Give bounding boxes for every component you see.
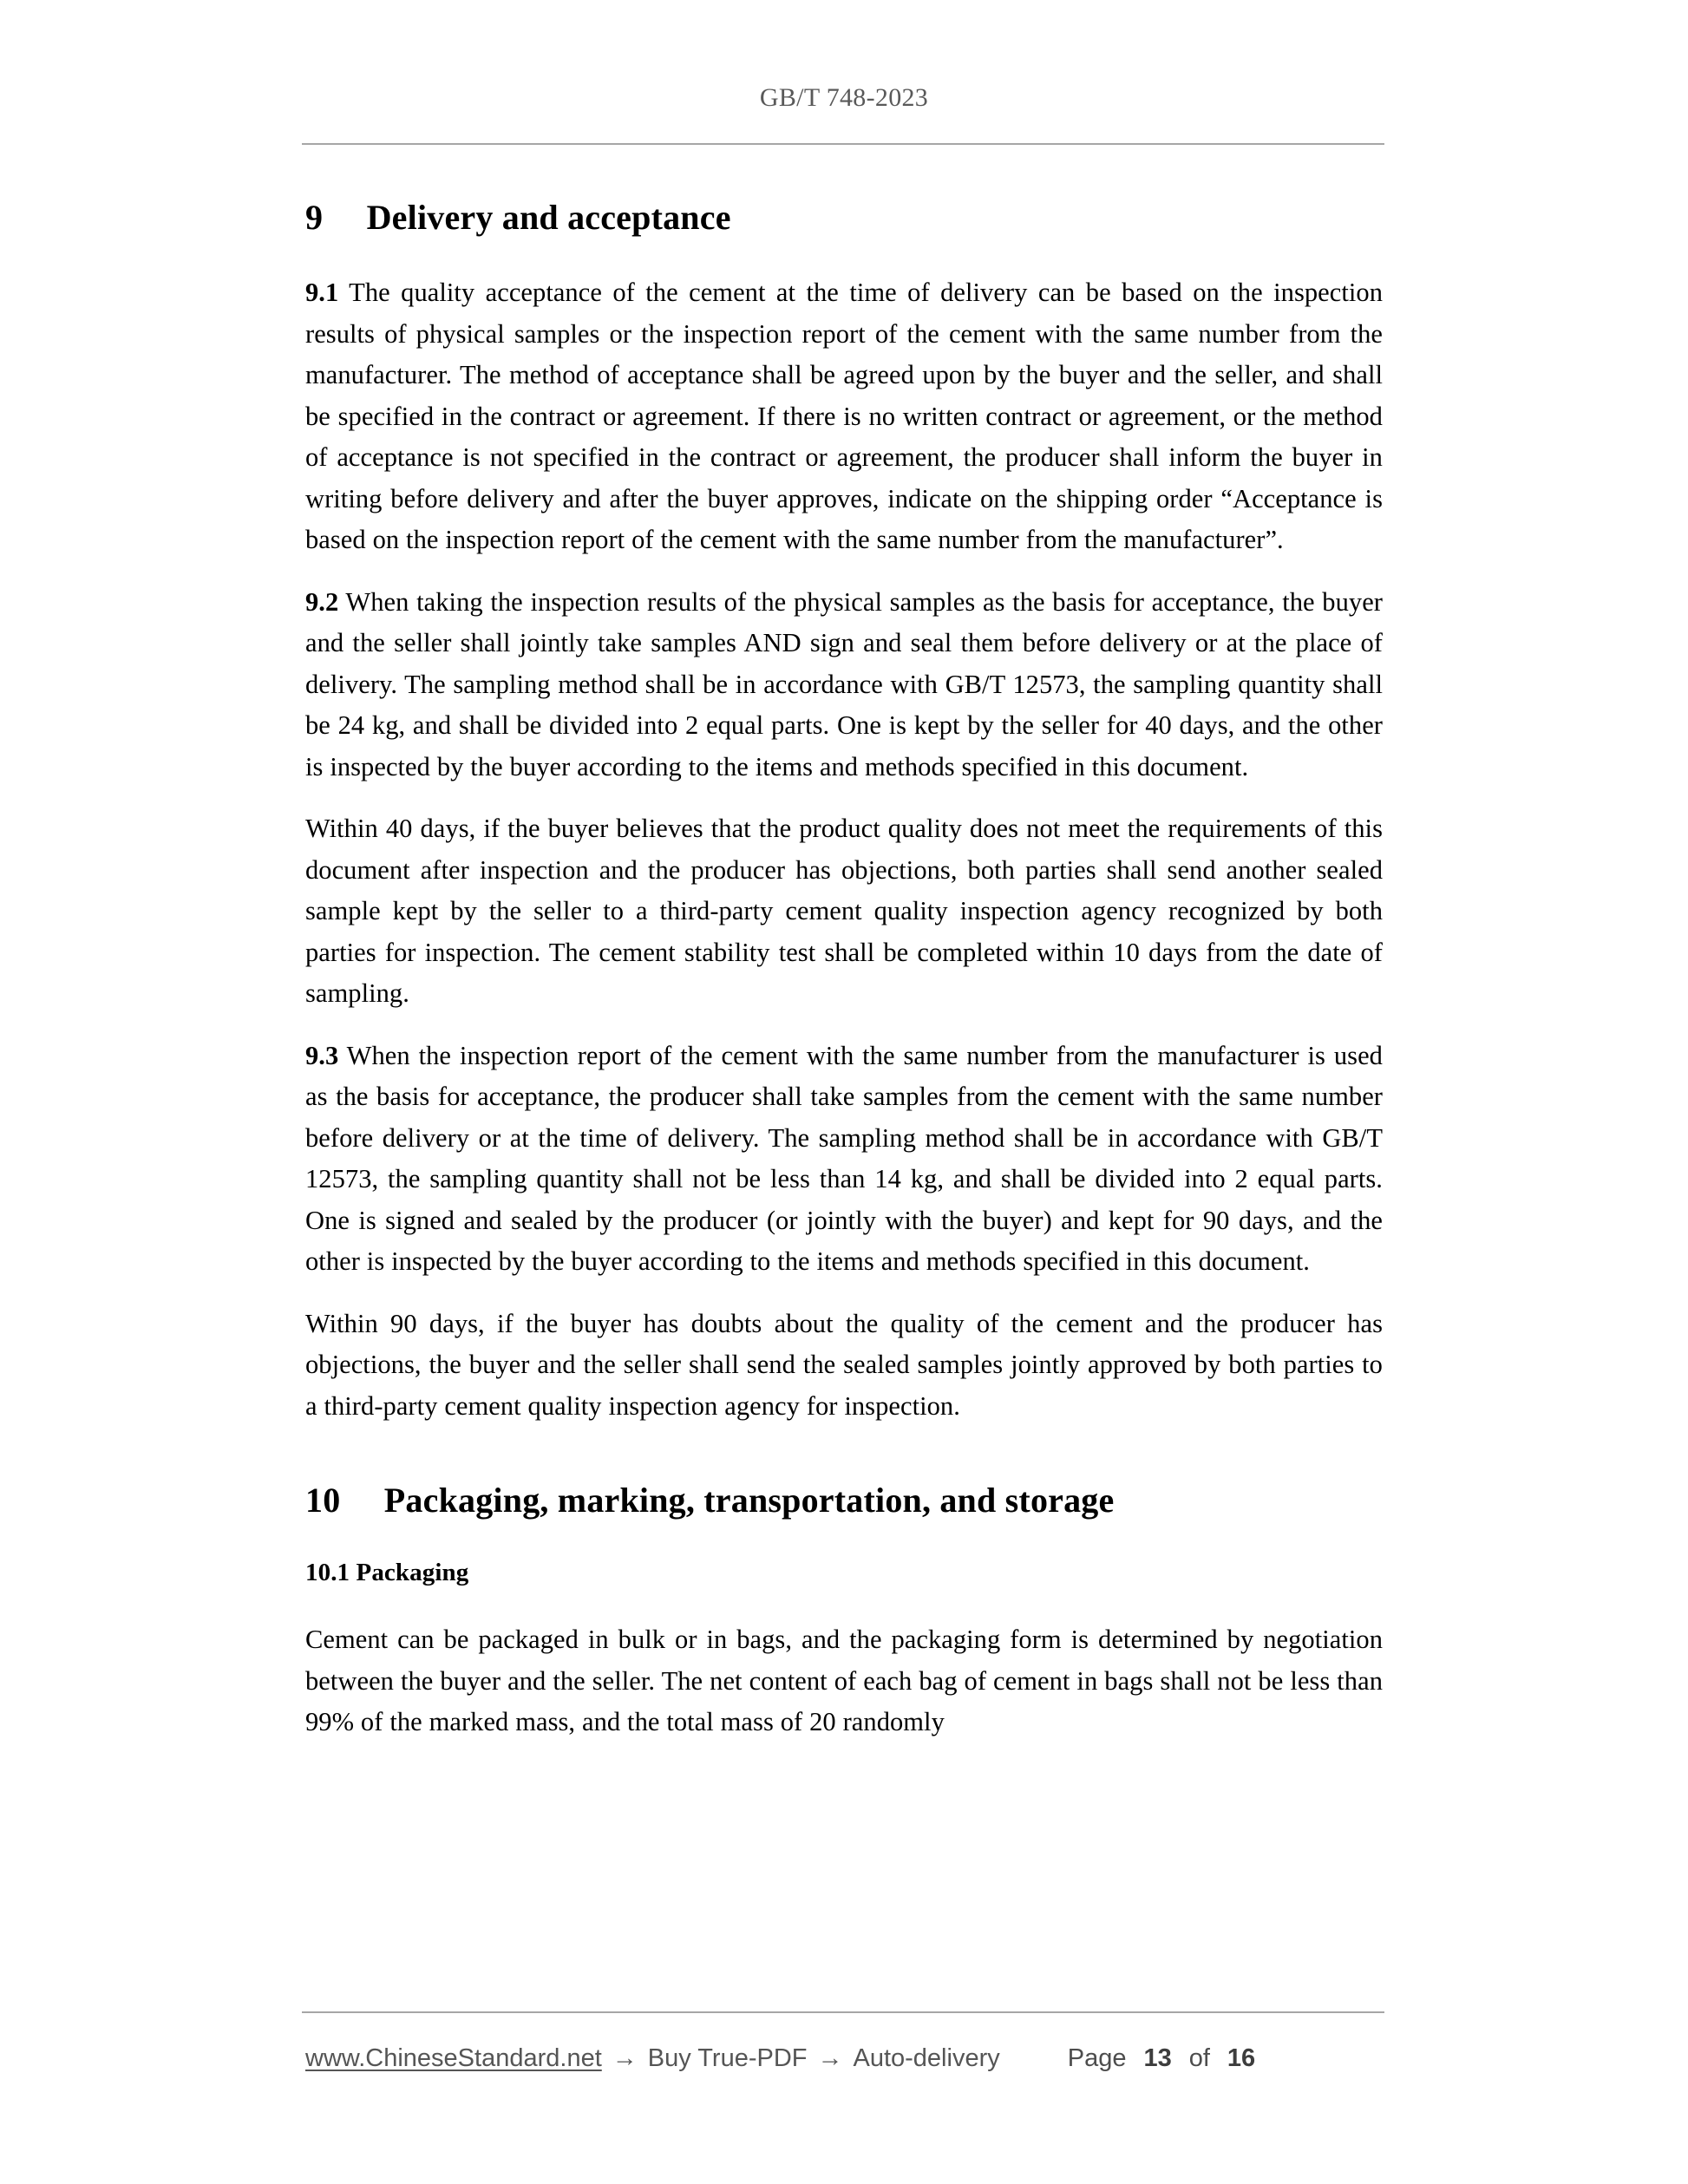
footer-buy-label: Buy True-PDF: [647, 2043, 808, 2072]
paragraph-within-40-days: [305, 808, 1383, 1015]
footer-website-link[interactable]: www.ChineseStandard.net: [305, 2043, 602, 2072]
section-heading-10: 10 Packaging, marking, transportation, and storage: [305, 1481, 1115, 1520]
of-label: of: [1188, 2043, 1210, 2072]
spacer: [305, 239, 1383, 272]
clause-number-9-2: 9.2: [305, 586, 339, 617]
paragraph-9-2: [305, 582, 1383, 788]
page-label: Page: [1067, 2043, 1127, 2072]
total-page-number: 16: [1227, 2043, 1256, 2072]
arrow-right-icon-2: →: [817, 2043, 843, 2072]
page-header: [305, 83, 1383, 112]
spacer: [305, 1015, 1383, 1036]
footer-divider: [302, 2011, 1384, 2013]
spacer: [305, 1588, 1383, 1619]
paragraph-within-90-days-text: Within 90 days, if the buyer has doubts about the quality of the cement and the producer has objections, the buyer and the seller shall send the sealed samples jointly approved by both parties to a third-party cement quality inspection agency for inspection.: [305, 1308, 1383, 1421]
spacer: [305, 1522, 1383, 1557]
spacer: [305, 561, 1383, 582]
section-heading-9: 9 Delivery and acceptance: [305, 198, 731, 237]
arrow-right-icon-1: →: [612, 2043, 638, 2072]
paragraph-9-2-text: When taking the inspection results of the physical samples as the basis for acceptance, the buyer and the seller shall jointly take samples AND sign and seal them before delivery or at the place of delivery. The sampling method shall be in accordance with GB/T 12573, the sampling quantity shall be 24 kg, and shall be divided into 2 equal parts. One is kept by the seller for 40 days, and the other is inspected by the buyer according to the items and methods specified in this document.: [305, 586, 1383, 781]
paragraph-within-40-days-text: Within 40 days, if the buyer believes that the product quality does not meet the requirements of this document after inspection and the producer has objections, both parties shall send another sealed sample kept by the seller to a third-party cement quality inspection agency recognized by both parties for inspection. The cement stability test shall be completed within 10 days from the date of sampling.: [305, 814, 1383, 1008]
paragraph-10-1-text: Cement can be packaged in bulk or in bags, and the packaging form is determined by negotiation between the buyer and the seller. The net content of each bag of cement in bags shall not be less than 99% of the marked mass, and the total mass of 20 randomly: [305, 1625, 1383, 1737]
spacer: [305, 1427, 1383, 1479]
current-page-number: 13: [1143, 2043, 1172, 2072]
page-number-indicator: [1068, 2044, 1255, 2073]
paragraph-9-1-text: The quality acceptance of the cement at the time of delivery can be based on the inspection results of physical samples or the inspection report of the cement with the same number from the manufacturer. The method of acceptance shall be agreed upon by the buyer and the seller, and shall be specified in the contract or agreement. If there is no written contract or agreement, or the method of acceptance is not specified in the contract or agreement, the producer shall inform the buyer in writing before delivery and after the buyer approves, indicate on the shipping order “Acceptance is based on the inspection report of the cement with the same number from the manufacturer”.: [305, 278, 1383, 554]
spacer: [305, 788, 1383, 808]
clause-number-9-3: 9.3: [305, 1040, 339, 1070]
paragraph-9-3-text: When the inspection report of the cement with the same number from the manufacturer is used as the basis for acceptance, the producer shall take samples from the cement with the same number before delivery or at the time of delivery. The sampling method shall be in accordance with GB/T 12573, the sampling quantity shall not be less than 14 kg, and shall be divided into 2 equal parts. One is signed and sealed by the producer (or jointly with the buyer) and kept for 90 days, and the other is inspected by the buyer according to the items and methods specified in this document.: [305, 1040, 1383, 1276]
paragraph-9-3: [305, 1036, 1383, 1283]
document-body: [305, 196, 1383, 1743]
subsection-heading-10-1: 10.1 Packaging: [305, 1559, 469, 1586]
header-divider: [302, 143, 1384, 145]
footer-promo: [305, 2044, 1000, 2073]
page-footer: [305, 2034, 1383, 2083]
paragraph-10-1-packaging: [305, 1619, 1383, 1743]
footer-delivery-label: Auto-delivery: [853, 2043, 1000, 2072]
spacer: [305, 1283, 1383, 1304]
clause-number-9-1: 9.1: [305, 278, 339, 307]
header-standard-number: GB/T 748-2023: [759, 83, 929, 112]
paragraph-9-1: [305, 272, 1383, 561]
paragraph-within-90-days: [305, 1304, 1383, 1428]
